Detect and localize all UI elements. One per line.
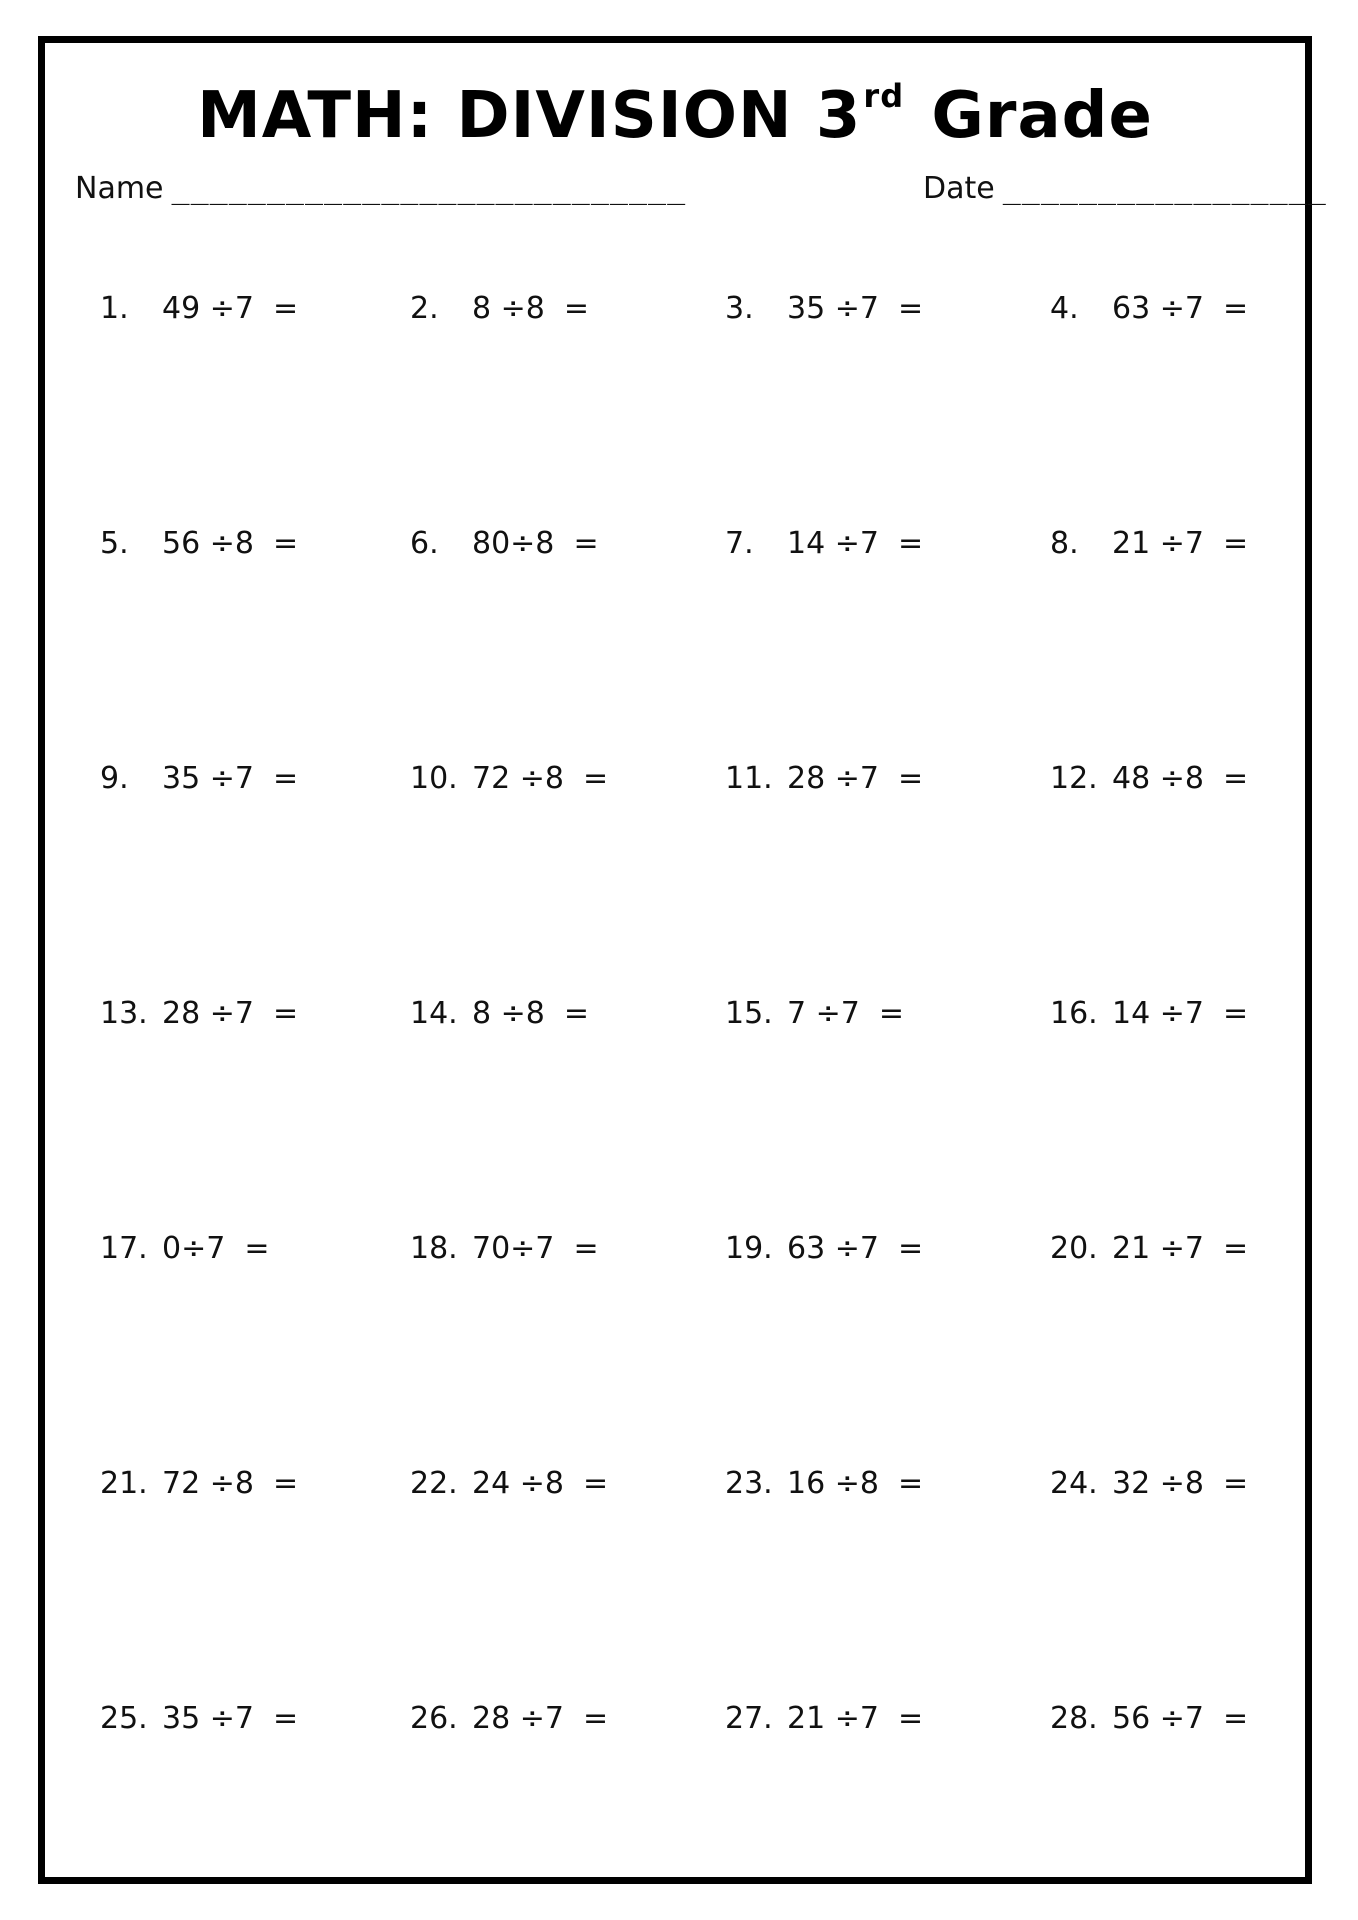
problem-expression: 14 ÷7 = [1112, 996, 1249, 1031]
problem-16[interactable] [1050, 996, 1248, 1031]
problem-number: 23. [725, 1466, 773, 1501]
problem-26[interactable] [410, 1701, 608, 1736]
problem-expression: 63 ÷7 = [1112, 291, 1249, 326]
problem-number: 25. [100, 1701, 148, 1736]
problem-7[interactable] [725, 526, 923, 561]
problem-expression: 16 ÷8 = [787, 1466, 924, 1501]
problem-27[interactable] [725, 1701, 923, 1736]
problem-12[interactable] [1050, 761, 1248, 796]
problem-18[interactable] [410, 1231, 599, 1266]
problem-number: 21. [100, 1466, 148, 1501]
problem-expression: 24 ÷8 = [472, 1466, 609, 1501]
problem-21[interactable] [100, 1466, 298, 1501]
problem-number: 27. [725, 1701, 773, 1736]
problem-number: 7. [725, 526, 754, 561]
problem-expression: 80÷8 = [472, 526, 599, 561]
problem-number: 8. [1050, 526, 1079, 561]
problem-1[interactable] [100, 291, 298, 326]
problem-expression: 72 ÷8 = [162, 1466, 299, 1501]
name-line[interactable]: ___________________________ [171, 171, 687, 206]
worksheet-frame [38, 36, 1327, 1884]
problem-expression: 28 ÷7 = [162, 996, 299, 1031]
problem-3[interactable] [725, 291, 923, 326]
problem-14[interactable] [410, 996, 589, 1031]
problem-20[interactable] [1050, 1231, 1248, 1266]
problem-expression: 21 ÷7 = [787, 1701, 924, 1736]
problem-expression: 7 ÷7 = [787, 996, 905, 1031]
problem-number: 10. [410, 761, 458, 796]
problem-number: 5. [100, 526, 129, 561]
problem-expression: 35 ÷7 = [162, 761, 299, 796]
problem-22[interactable] [410, 1466, 608, 1501]
title-superscript: rd [863, 76, 905, 115]
problem-23[interactable] [725, 1466, 923, 1501]
problem-number: 17. [100, 1231, 148, 1266]
problem-number: 16. [1050, 996, 1098, 1031]
problem-number: 26. [410, 1701, 458, 1736]
problem-expression: 35 ÷7 = [162, 1701, 299, 1736]
problem-number: 19. [725, 1231, 773, 1266]
problem-expression: 56 ÷7 = [1112, 1701, 1249, 1736]
date-line[interactable]: _________________ [1002, 171, 1327, 206]
problem-expression: 70÷7 = [472, 1231, 599, 1266]
problem-expression: 21 ÷7 = [1112, 1231, 1249, 1266]
problem-6[interactable] [410, 526, 599, 561]
problem-19[interactable] [725, 1231, 923, 1266]
problem-expression: 56 ÷8 = [162, 526, 299, 561]
name-label: Name [75, 171, 164, 206]
problem-number: 2. [410, 291, 439, 326]
problem-expression: 21 ÷7 = [1112, 526, 1249, 561]
problem-9[interactable] [100, 761, 298, 796]
problem-expression: 8 ÷8 = [472, 996, 590, 1031]
problem-number: 13. [100, 996, 148, 1031]
problem-expression: 28 ÷7 = [472, 1701, 609, 1736]
problem-17[interactable] [100, 1231, 270, 1266]
title-grade: Grade [931, 79, 1153, 153]
date-label: Date [923, 171, 995, 206]
problem-13[interactable] [100, 996, 298, 1031]
problem-expression: 14 ÷7 = [787, 526, 924, 561]
problem-number: 14. [410, 996, 458, 1031]
problem-10[interactable] [410, 761, 608, 796]
problem-expression: 32 ÷8 = [1112, 1466, 1249, 1501]
problem-number: 4. [1050, 291, 1079, 326]
problem-number: 24. [1050, 1466, 1098, 1501]
problem-11[interactable] [725, 761, 923, 796]
problem-number: 6. [410, 526, 439, 561]
problem-28[interactable] [1050, 1701, 1248, 1736]
problem-expression: 35 ÷7 = [787, 291, 924, 326]
problem-number: 1. [100, 291, 129, 326]
problem-expression: 8 ÷8 = [472, 291, 590, 326]
problem-number: 15. [725, 996, 773, 1031]
problem-expression: 49 ÷7 = [162, 291, 299, 326]
problem-number: 22. [410, 1466, 458, 1501]
problem-number: 28. [1050, 1701, 1098, 1736]
problem-expression: 72 ÷8 = [472, 761, 609, 796]
problem-grid [45, 43, 1305, 1877]
problem-number: 11. [725, 761, 773, 796]
problem-expression: 0÷7 = [162, 1231, 270, 1266]
problem-15[interactable] [725, 996, 904, 1031]
problem-number: 3. [725, 291, 754, 326]
problem-number: 9. [100, 761, 129, 796]
problem-expression: 48 ÷8 = [1112, 761, 1249, 796]
problem-2[interactable] [410, 291, 589, 326]
problem-number: 18. [410, 1231, 458, 1266]
title-main: MATH: DIVISION 3 [197, 79, 862, 153]
problem-number: 12. [1050, 761, 1098, 796]
problem-8[interactable] [1050, 526, 1248, 561]
problem-expression: 63 ÷7 = [787, 1231, 924, 1266]
problem-5[interactable] [100, 526, 298, 561]
problem-25[interactable] [100, 1701, 298, 1736]
problem-4[interactable] [1050, 291, 1248, 326]
problem-24[interactable] [1050, 1466, 1248, 1501]
problem-number: 20. [1050, 1231, 1098, 1266]
problem-expression: 28 ÷7 = [787, 761, 924, 796]
